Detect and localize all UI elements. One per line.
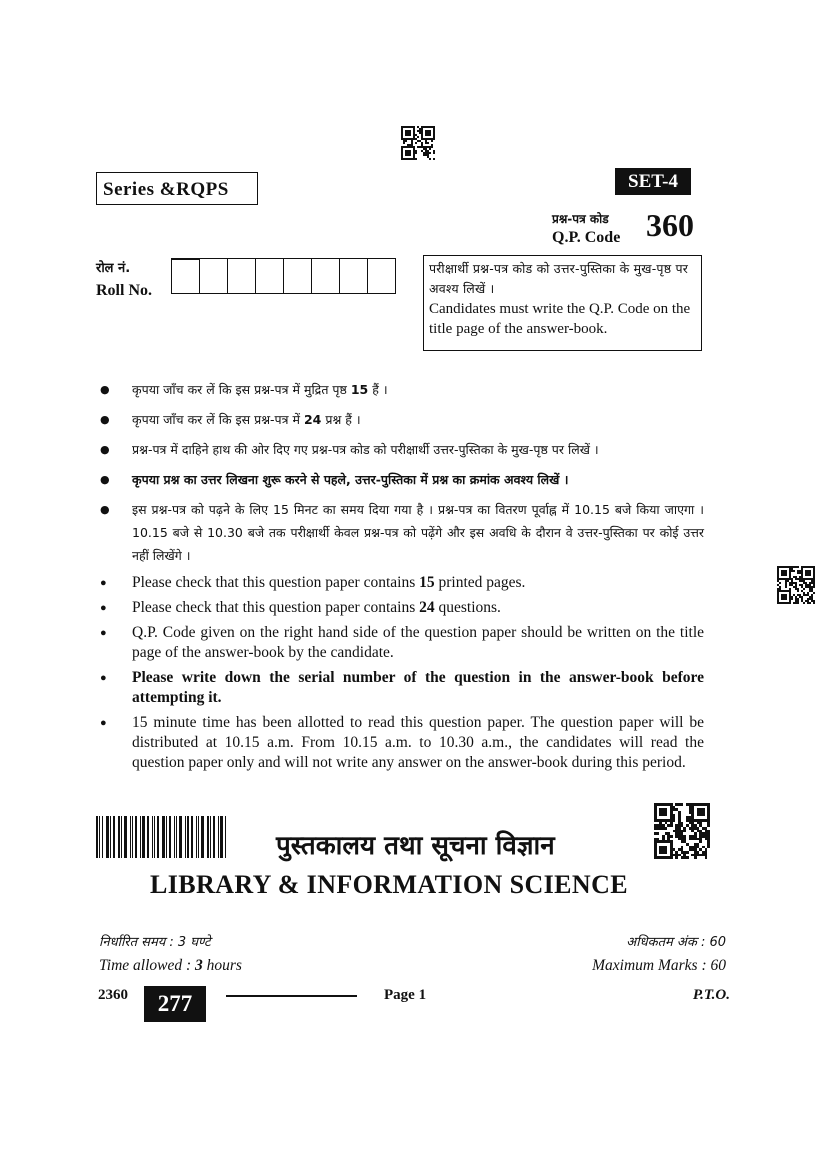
instructions-english xyxy=(98,573,704,778)
pto-label: P.T.O. xyxy=(692,987,730,1003)
qr-code-icon xyxy=(654,803,710,859)
paper-code: 2360 xyxy=(98,987,128,1003)
page-count-badge: 277 xyxy=(144,986,206,1022)
qp-code-label-hindi: प्रश्न-पत्र कोड xyxy=(552,212,609,226)
roll-label-hindi: रोल नं. xyxy=(96,261,131,276)
list-item: ● Please write down the serial number of the question in the answer-book before attempting it. xyxy=(98,668,704,708)
divider xyxy=(226,995,357,997)
list-item: ● 15 minute time has been allotted to read this question paper. The question paper will be distributed at 10.15 a.m. From 10.15 a.m. to 10.30 a.m., the candidates will read the question paper only and will not write any answer on the answer-book during this period. xyxy=(98,713,704,773)
time-allowed-hindi: निर्धारित समय : 3 घण्टे xyxy=(99,935,211,950)
notice-english: Candidates must write the Q.P. Code on the title page of the answer-book. xyxy=(429,301,691,337)
qp-code-notice xyxy=(423,255,702,351)
list-item: ● कृपया जाँच कर लें कि इस प्रश्न-पत्र में मुद्रित पृष्ठ 15 हैं । xyxy=(98,378,704,402)
qr-code-icon xyxy=(777,566,815,604)
barcode-icon xyxy=(96,816,229,858)
list-item: ● Please check that this question paper contains 15 printed pages. xyxy=(98,573,704,593)
qp-code-label: Q.P. Code xyxy=(552,229,621,246)
notice-hindi: परीक्षार्थी प्रश्न-पत्र कोड को उत्तर-पुस्तिका के मुख-पृष्ठ पर अवश्य लिखें । xyxy=(429,261,689,296)
time-allowed: Time allowed : 3 hours xyxy=(99,957,242,974)
roll-label: Roll No. xyxy=(96,282,152,299)
list-item: ● इस प्रश्न-पत्र को पढ़ने के लिए 15 मिनट का समय दिया गया है । प्रश्न-पत्र का वितरण पूर्वाह्न में 10.15 बजे किया जाएगा । 10.15 बजे से 10.30 बजे तक परीक्षार्थी केवल प्रश्न-पत्र को पढ़ेंगे और इस अवधि के दौरान वे उत्तर-पुस्तिका पर कोई उत्तर नहीं लिखेंगे । xyxy=(98,498,704,567)
roll-number-boxes[interactable] xyxy=(171,258,396,294)
qp-code-value: 360 xyxy=(646,207,694,243)
set-badge: SET-4 xyxy=(615,168,691,195)
max-marks-hindi: अधिकतम अंक : 60 xyxy=(626,935,726,950)
page-number: Page 1 xyxy=(384,987,427,1003)
list-item: ● कृपया प्रश्न का उत्तर लिखना शुरू करने से पहले, उत्तर-पुस्तिका में प्रश्न का क्रमांक अवश्य लिखें । xyxy=(98,468,704,492)
instructions-hindi xyxy=(98,378,704,573)
qr-code-icon xyxy=(401,126,435,160)
list-item: ● Please check that this question paper contains 24 questions. xyxy=(98,598,704,618)
subject-title-hindi: पुस्तकालय तथा सूचना विज्ञान xyxy=(276,831,555,861)
max-marks: Maximum Marks : 60 xyxy=(592,957,726,974)
list-item: ● Q.P. Code given on the right hand side of the question paper should be written on the title page of the answer-book by the candidate. xyxy=(98,623,704,663)
list-item: ● कृपया जाँच कर लें कि इस प्रश्न-पत्र में 24 प्रश्न हैं । xyxy=(98,408,704,432)
subject-title: LIBRARY & INFORMATION SCIENCE xyxy=(150,870,629,899)
list-item: ● प्रश्न-पत्र में दाहिने हाथ की ओर दिए गए प्रश्न-पत्र कोड को परीक्षार्थी उत्तर-पुस्तिका के मुख-पृष्ठ पर लिखें । xyxy=(98,438,704,462)
series-label: Series &RQPS xyxy=(96,172,258,205)
